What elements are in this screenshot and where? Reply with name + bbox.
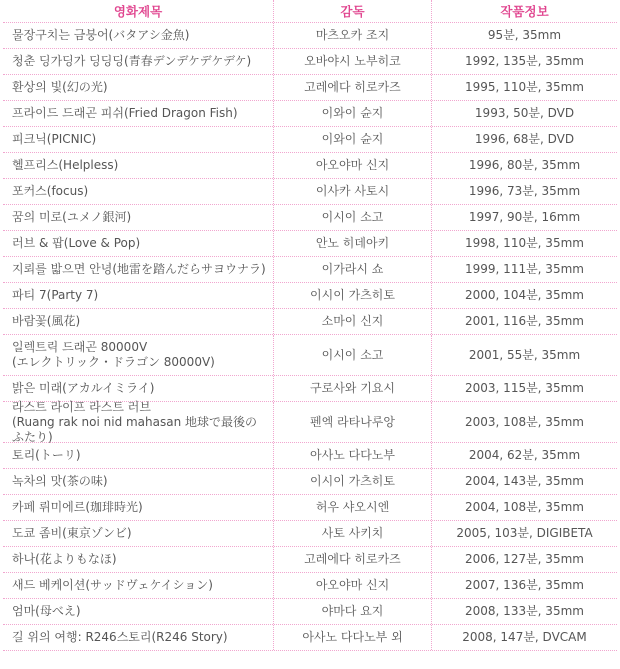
film-table — [3, 0, 617, 651]
film-info: 1995, 110분, 35mm — [431, 75, 617, 100]
film-director: 아오야마 신지 — [273, 153, 431, 178]
film-director: 아사노 다다노부 — [273, 443, 431, 468]
film-title: 꿈의 미로(ユメノ銀河) — [12, 210, 132, 224]
table-row — [3, 443, 617, 469]
film-title-line2: (Ruang rak noi nid mahasan 地球で最後のふたり) — [12, 414, 258, 444]
table-row — [3, 179, 617, 205]
table-row — [3, 376, 617, 402]
film-director: 구로사와 기요시 — [273, 376, 431, 401]
film-title: 포커스(focus) — [12, 184, 89, 198]
film-title: 파티 7(Party 7) — [12, 288, 99, 302]
film-director: 이시이 가츠히토 — [273, 283, 431, 308]
table-row — [3, 231, 617, 257]
film-director: 펜엑 라타나루앙 — [273, 402, 431, 442]
film-title: 길 위의 여행: R246스토리(R246 Story) — [12, 630, 228, 644]
film-director: 고레에다 히로카즈 — [273, 75, 431, 100]
header-info: 작품정보 — [431, 0, 617, 22]
film-title-line2: (エレクトリック・ドラゴン 80000V) — [12, 355, 215, 369]
film-info: 95분, 35mm — [431, 23, 617, 48]
film-director: 허우 샤오시엔 — [273, 495, 431, 520]
film-director: 아사노 다다노부 외 — [273, 625, 431, 650]
table-row — [3, 469, 617, 495]
table-row — [3, 75, 617, 101]
film-info: 1996, 73분, 35mm — [431, 179, 617, 204]
film-info: 1992, 135분, 35mm — [431, 49, 617, 74]
film-director: 이와이 슌지 — [273, 101, 431, 126]
film-title: 토리(トーリ) — [12, 448, 81, 462]
table-row — [3, 599, 617, 625]
film-info: 2004, 143분, 35mm — [431, 469, 617, 494]
film-title — [3, 335, 273, 375]
film-title: 새드 베케이션(サッドヴェケイション) — [12, 578, 213, 592]
film-title-line1: 라스트 라이프 라스트 러브 — [12, 399, 151, 414]
film-info: 2003, 115분, 35mm — [431, 376, 617, 401]
film-director: 이와이 슌지 — [273, 127, 431, 152]
header-director: 감독 — [273, 0, 431, 22]
film-info: 2005, 103분, DIGIBETA — [431, 521, 617, 546]
film-title: 러브 & 팝(Love & Pop) — [12, 236, 141, 250]
film-info: 1999, 111분, 35mm — [431, 257, 617, 282]
table-row — [3, 23, 617, 49]
film-title: 물장구치는 금붕어(バタアシ金魚) — [12, 28, 190, 42]
film-info: 1993, 50분, DVD — [431, 101, 617, 126]
table-row — [3, 283, 617, 309]
film-info: 2008, 133분, 35mm — [431, 599, 617, 624]
film-director: 오바야시 노부히코 — [273, 49, 431, 74]
table-row — [3, 625, 617, 651]
film-director: 이가라시 쇼 — [273, 257, 431, 282]
film-director: 안노 히데아키 — [273, 231, 431, 256]
film-director: 마츠오카 조지 — [273, 23, 431, 48]
table-row — [3, 335, 617, 376]
film-director: 야마다 요지 — [273, 599, 431, 624]
film-title: 녹차의 맛(茶の味) — [12, 474, 108, 488]
table-row — [3, 101, 617, 127]
film-director: 고레에다 히로카즈 — [273, 547, 431, 572]
film-title: 청춘 딩가딩가 딩딩딩(青春デンデケデケデケ) — [12, 54, 252, 68]
film-title: 프라이드 드래곤 피쉬(Fried Dragon Fish) — [12, 106, 238, 120]
table-row — [3, 573, 617, 599]
film-info: 2007, 136분, 35mm — [431, 573, 617, 598]
film-director: 소마이 신지 — [273, 309, 431, 334]
film-title: 카페 뤼미에르(珈琲時光) — [12, 500, 143, 514]
film-info: 2008, 147분, DVCAM — [431, 625, 617, 650]
film-info: 1996, 68분, DVD — [431, 127, 617, 152]
film-director: 이사카 사토시 — [273, 179, 431, 204]
film-info: 1997, 90분, 16mm — [431, 205, 617, 230]
table-row — [3, 399, 617, 444]
film-director: 사토 사키치 — [273, 521, 431, 546]
film-title: 바람꽃(風花) — [12, 314, 81, 328]
film-title: 밝은 미래(アカルイミライ) — [12, 381, 155, 395]
table-row — [3, 127, 617, 153]
film-info: 2006, 127분, 35mm — [431, 547, 617, 572]
table-row — [3, 547, 617, 573]
film-title: 엄마(母べえ) — [12, 604, 81, 618]
film-title-line1: 일렉트릭 드래곤 80000V — [12, 340, 148, 354]
table-row — [3, 257, 617, 283]
table-row — [3, 521, 617, 547]
table-row — [3, 49, 617, 75]
film-title: 피크닉(PICNIC) — [12, 132, 97, 146]
film-info: 2004, 62분, 35mm — [431, 443, 617, 468]
film-info: 1996, 80분, 35mm — [431, 153, 617, 178]
film-info: 1998, 110분, 35mm — [431, 231, 617, 256]
film-info: 2001, 55분, 35mm — [431, 335, 617, 375]
film-title: 지뢰를 밟으면 안녕(地雷を踏んだらサヨウナラ) — [12, 262, 266, 276]
film-director: 이시이 소고 — [273, 205, 431, 230]
table-body — [3, 23, 617, 651]
film-info: 2003, 108분, 35mm — [431, 402, 617, 442]
film-director: 이시이 소고 — [273, 335, 431, 375]
film-title: 도쿄 좀비(東京ゾンビ) — [12, 526, 132, 540]
film-title: 헬프리스(Helpless) — [12, 158, 119, 172]
film-director: 아오야마 신지 — [273, 573, 431, 598]
table-header — [3, 0, 617, 23]
film-info: 2001, 116분, 35mm — [431, 309, 617, 334]
table-row — [3, 495, 617, 521]
table-row — [3, 309, 617, 335]
table-row — [3, 205, 617, 231]
film-info: 2000, 104분, 35mm — [431, 283, 617, 308]
film-title: 환상의 빛(幻の光) — [12, 80, 108, 94]
film-info: 2004, 108분, 35mm — [431, 495, 617, 520]
table-row — [3, 153, 617, 179]
film-director: 이시이 가츠히토 — [273, 469, 431, 494]
film-title — [3, 399, 273, 444]
film-title: 하나(花よりもなほ) — [12, 552, 117, 566]
header-title: 영화제목 — [113, 3, 163, 19]
